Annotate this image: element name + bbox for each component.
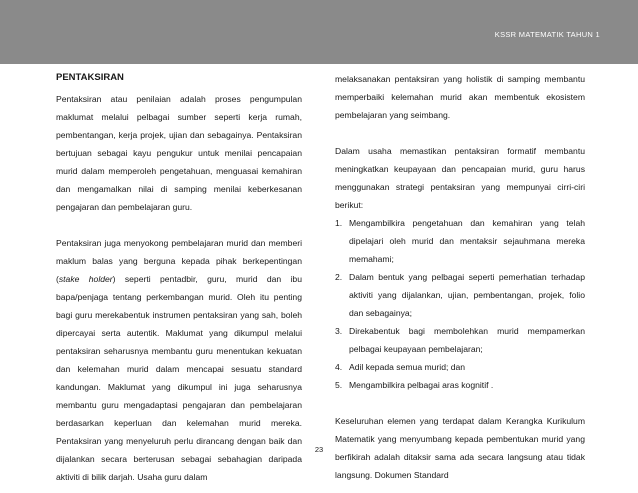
paragraph-5: Keseluruhan elemen yang terdapat dalam Kerangka Kurikulum Matematik yang menyumbang kepada pembentukan murid yang berfikirah adalah ditaksir sama ada secara langsung atau tidak langsung. Dokumen Standard: [335, 416, 585, 480]
section-heading: PENTAKSIRAN: [56, 72, 124, 83]
paragraph-1: Pentaksiran atau penilaian adalah proses pengumpulan maklumat melalui pelbagai sumber seperti kerja rumah, pembentangan, kerja projek, ujian dan sebagainya. Pentaksiran bertujuan sebagai kayu pengukur untuk menilai pencapaian murid dalam memperoleh pengetahuan, menguasai kemahiran dan mengamalkan nilai di samping menilai keberkesanan pengajaran dan pembelajaran guru.: [56, 94, 302, 212]
paragraph-4: Dalam usaha memastikan pentaksiran formatif membantu meningkatkan keupayaan dan pencapaian murid, guru harus menggunakan strategi pentaksiran yang mempunyai cirri-ciri berikut:: [335, 146, 585, 210]
paragraph-3: melaksanakan pentaksiran yang holistik di samping membantu memperbaiki kelemahan murid akan membentuk ekosistem pembelajaran yang seimbang.: [335, 74, 585, 120]
list-item: 1. Mengambilkira pengetahuan dan kemahiran yang telah dipelajari oleh murid dan mentaksir sejauhmana mereka memahami;: [335, 218, 585, 264]
list-item: 4. Adil kepada semua murid; dan: [335, 362, 466, 372]
list-item: 5. Mengambilkira pelbagai aras kognitif .: [335, 380, 494, 390]
left-column: [56, 70, 302, 486]
criteria-list: [335, 214, 585, 394]
header-bar: [0, 0, 638, 64]
paragraph-2-part-b: ) seperti pentadbir, guru, murid dan ibu bapa/penjaga tentang perkembangan murid. Oleh itu penting bagi guru merekabentuk instrumen pentaksiran yang sah, boleh dipercayai serta autentik. Maklumat yang dikumpul melalui pentaksiran seharusnya membantu guru menentukan kekuatan dan kelemahan murid dalam mencapai sesuatu standard kandungan. Maklumat yang dikumpul ini juga seharusnya membantu guru mengadaptasi pengajaran dan pembelajaran berdasarkan keperluan dan kelemahan murid mereka. Pentaksiran yang menyeluruh perlu dirancang dengan baik dan dijalankan secara berterusan sebagai sebahagian daripada aktiviti di bilik darjah. Usaha guru dalam: [56, 274, 302, 482]
stake-holder-term: stake holder: [58, 274, 113, 284]
list-item: 3. Direkabentuk bagi membolehkan murid mempamerkan pelbagai keupayaan pembelajaran;: [335, 326, 585, 354]
page-number: 23: [314, 445, 324, 454]
header-title: KSSR MATEMATIK TAHUN 1: [494, 30, 600, 39]
list-item: 2. Dalam bentuk yang pelbagai seperti pemerhatian terhadap aktiviti yang dijalankan, ujian, pembentangan, projek, folio dan sebagainya;: [335, 272, 585, 318]
paragraph-2-part-a: Pentaksiran juga menyokong pembelajaran murid dan memberi maklum balas yang berguna kepada pihak berkepentingan (: [56, 238, 302, 284]
right-column: [335, 70, 585, 484]
